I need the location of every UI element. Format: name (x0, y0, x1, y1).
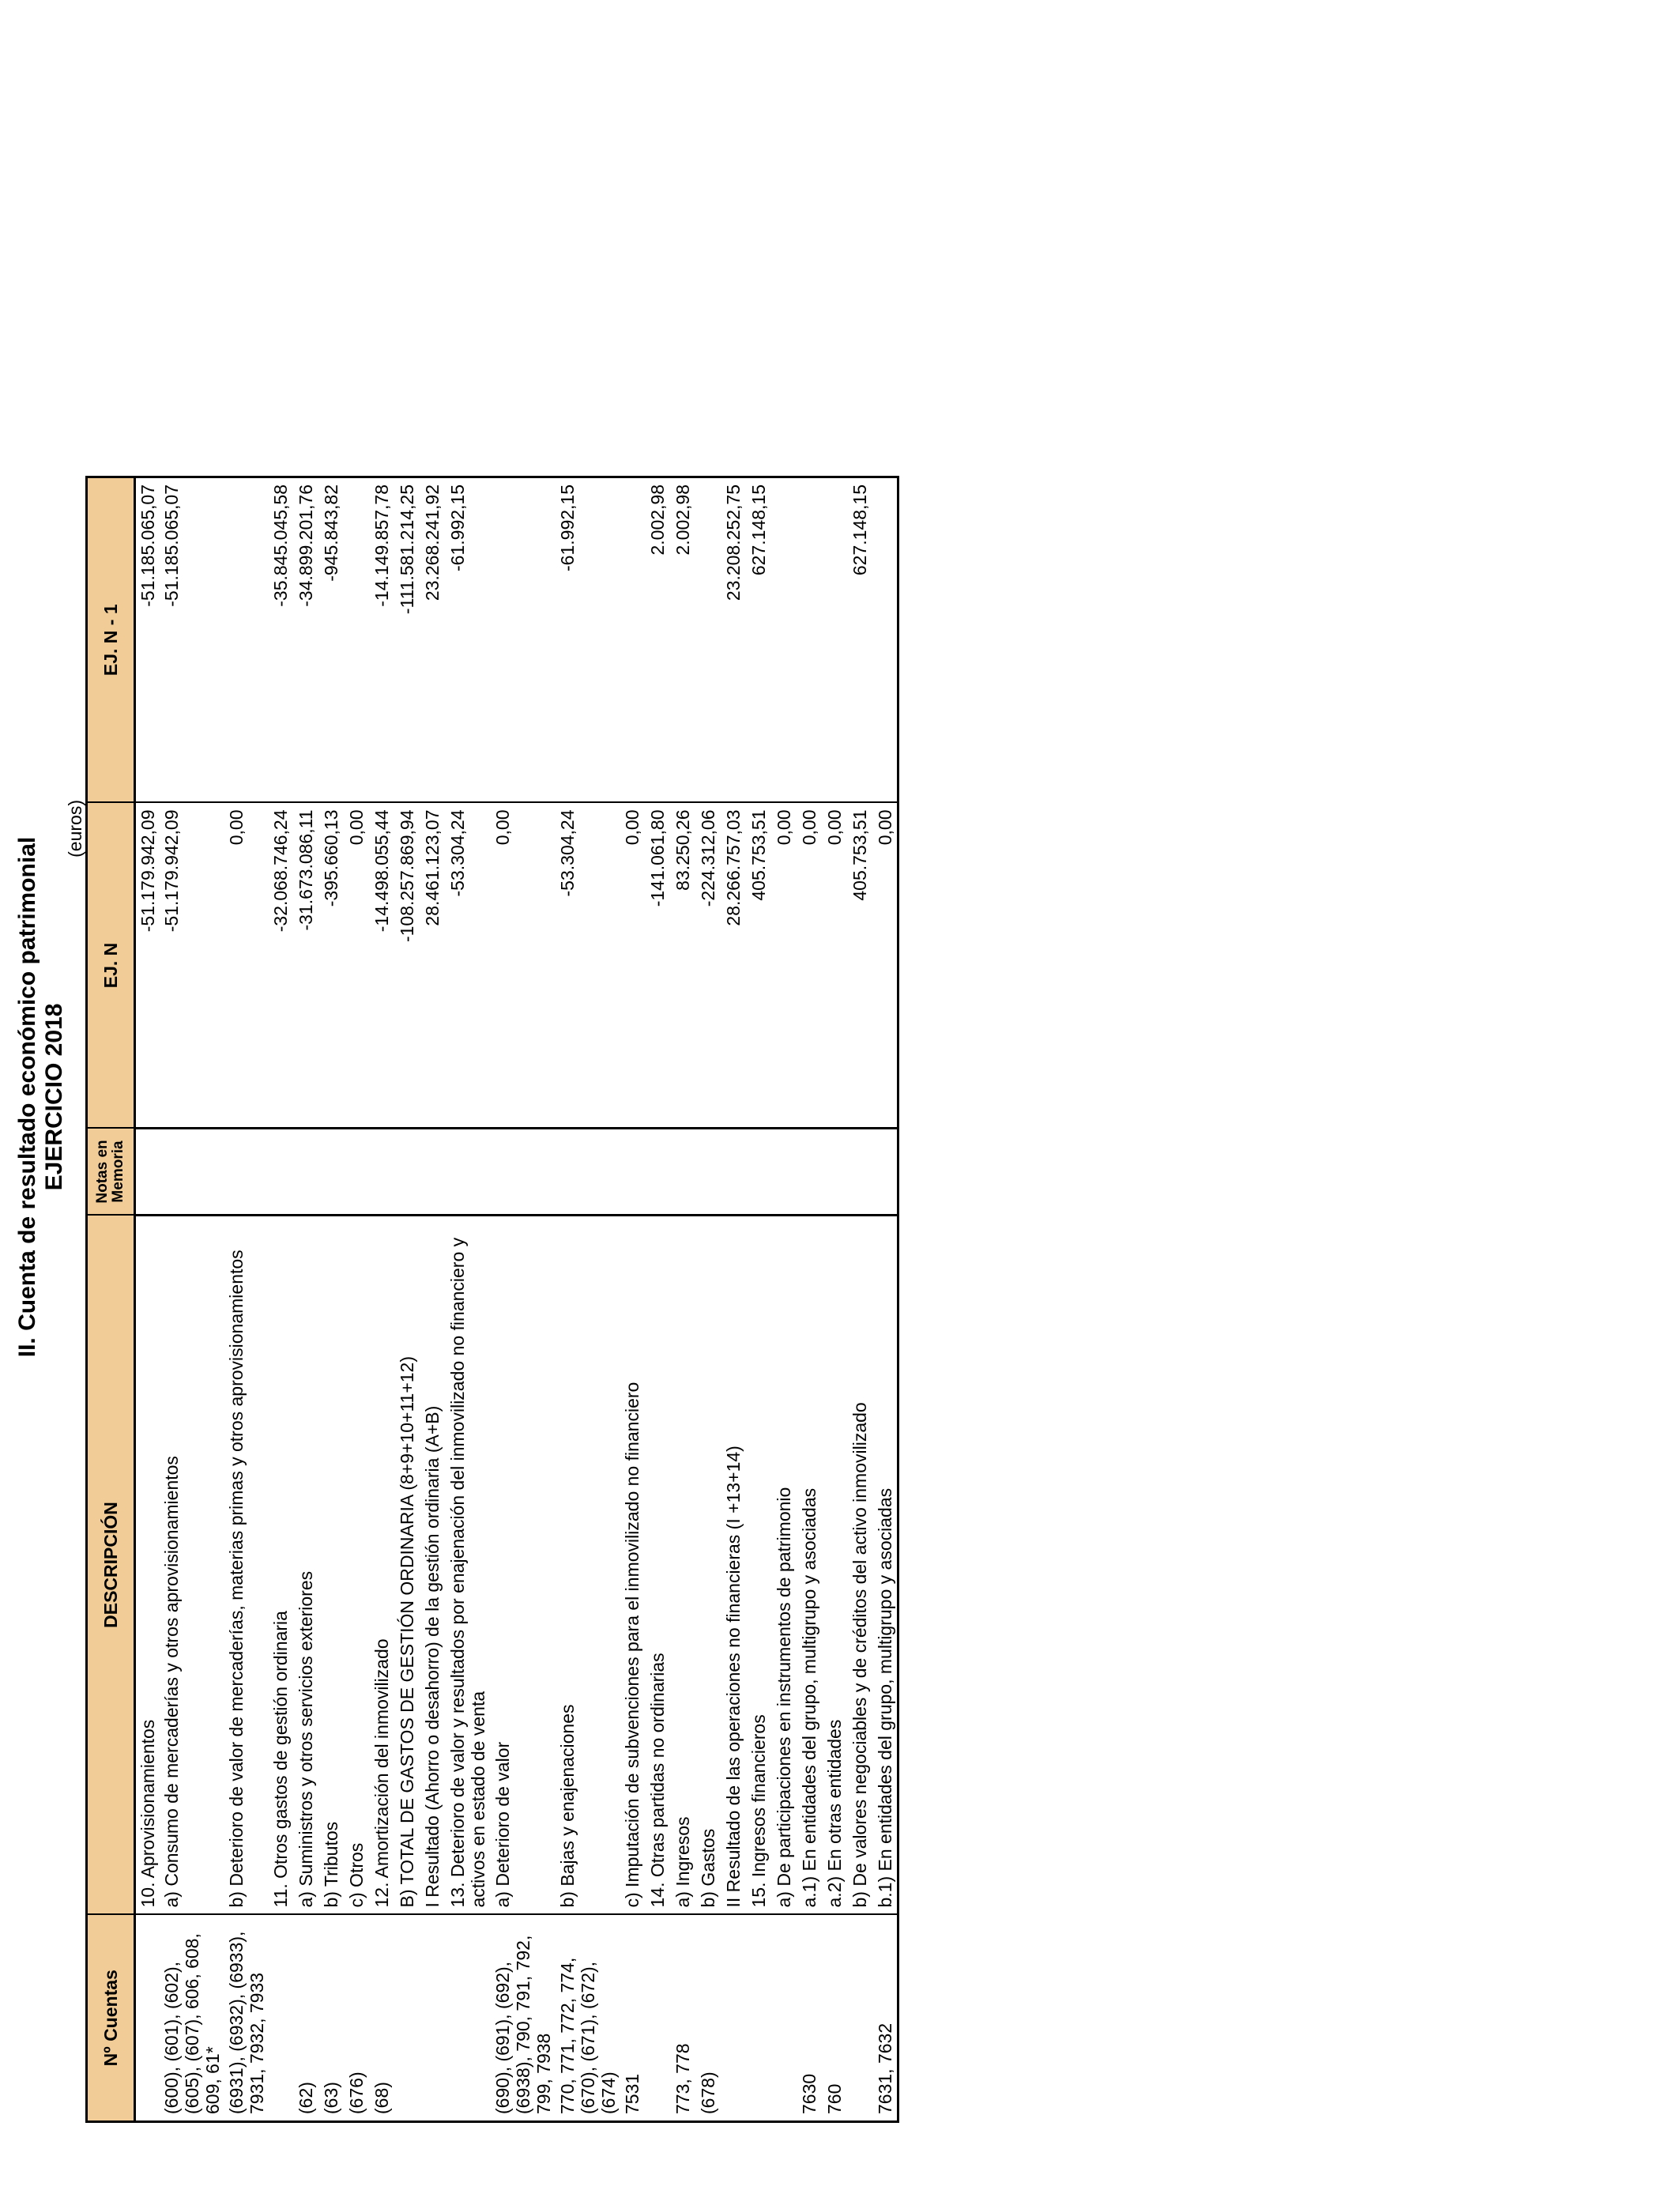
current-year-cell: 0,00 (873, 803, 898, 1129)
description-cell: b) De valores negociables y de créditos del activo inmovilizado (848, 1216, 873, 1915)
description-cell: a) Deterioro de valor (491, 1216, 556, 1915)
description-cell: 13. Deterioro de valor y resultados por enajenación del inmovilizado no financiero y activos en estado de venta (446, 1216, 491, 1915)
table-row (620, 477, 646, 2122)
table-row (772, 477, 797, 2122)
notes-cell (135, 1129, 160, 1216)
notes-cell (446, 1129, 491, 1216)
description-cell: 15. Ingresos financieros (747, 1216, 772, 1915)
accounts-cell (848, 1915, 873, 2122)
previous-year-cell (491, 477, 556, 803)
table-row (848, 477, 873, 2122)
description-cell: a) Ingresos (671, 1216, 696, 1915)
description-cell: I Resultado (Ahorro o desahorro) de la gestión ordinaria (A+B) (420, 1216, 446, 1915)
current-year-cell: -108.257.869,94 (395, 803, 420, 1129)
table-row (721, 477, 747, 2122)
previous-year-cell: -111.581.214,25 (395, 477, 420, 803)
header-previous-year: EJ. N - 1 (87, 477, 135, 803)
previous-year-cell: 627.148,15 (747, 477, 772, 803)
table-row (294, 477, 319, 2122)
current-year-cell: 0,00 (345, 803, 370, 1129)
description-cell: a) Consumo de mercaderías y otros aprovisionamientos (160, 1216, 224, 1915)
table-row (269, 477, 294, 2122)
previous-year-cell (772, 477, 797, 803)
notes-cell (671, 1129, 696, 1216)
accounts-cell (269, 1915, 294, 2122)
table-row (319, 477, 345, 2122)
previous-year-cell (345, 477, 370, 803)
table-row (420, 477, 446, 2122)
current-year-cell: 0,00 (620, 803, 646, 1129)
description-cell: b) Tributos (319, 1216, 345, 1915)
current-year-cell: -141.061,80 (646, 803, 671, 1129)
income-statement-table (85, 476, 899, 2123)
description-cell: c) Imputación de subvenciones para el inmovilizado no financiero (620, 1216, 646, 1915)
notes-cell (370, 1129, 395, 1216)
header-description: DESCRIPCIÓN (87, 1216, 135, 1915)
table-row (345, 477, 370, 2122)
notes-cell (646, 1129, 671, 1216)
current-year-cell: 0,00 (491, 803, 556, 1129)
current-year-cell: 0,00 (772, 803, 797, 1129)
current-year-cell: -51.179.942,09 (135, 803, 160, 1129)
description-cell: 14. Otras partidas no ordinarias (646, 1216, 671, 1915)
notes-cell (747, 1129, 772, 1216)
description-cell: B) TOTAL DE GASTOS DE GESTIÓN ORDINARIA (8+9+10+11+12) (395, 1216, 420, 1915)
accounts-cell (772, 1915, 797, 2122)
table-row (873, 477, 898, 2122)
accounts-cell: (68) (370, 1915, 395, 2122)
current-year-cell: 0,00 (224, 803, 269, 1129)
table-row (224, 477, 269, 2122)
table-row (823, 477, 848, 2122)
previous-year-cell: -51.185.065,07 (135, 477, 160, 803)
notes-cell (160, 1129, 224, 1216)
current-year-cell: -53.304,24 (446, 803, 491, 1129)
notes-cell (420, 1129, 446, 1216)
table-row (370, 477, 395, 2122)
table-row (747, 477, 772, 2122)
notes-cell (491, 1129, 556, 1216)
table-header-row (87, 477, 135, 2122)
accounts-cell (747, 1915, 772, 2122)
notes-cell (797, 1129, 823, 1216)
current-year-cell: -53.304,24 (556, 803, 620, 1129)
accounts-cell: 7631, 7632 (873, 1915, 898, 2122)
accounts-cell: (690), (691), (692), (6938), 790, 791, 792, 799, 7938 (491, 1915, 556, 2122)
previous-year-cell: -34.899.201,76 (294, 477, 319, 803)
accounts-cell (420, 1915, 446, 2122)
description-cell: b.1) En entidades del grupo, multigrupo y asociadas (873, 1216, 898, 1915)
accounts-cell: (600), (601), (602), (605), (607), 606, 608, 609, 61* (160, 1915, 224, 2122)
current-year-cell: 405.753,51 (747, 803, 772, 1129)
notes-cell (772, 1129, 797, 1216)
previous-year-cell: 2.002,98 (646, 477, 671, 803)
previous-year-cell: 2.002,98 (671, 477, 696, 803)
notes-cell (556, 1129, 620, 1216)
previous-year-cell: -61.992,15 (446, 477, 491, 803)
accounts-cell: (678) (696, 1915, 721, 2122)
report-title: II. Cuenta de resultado económico patrimonial (14, 836, 40, 1358)
description-cell: 11. Otros gastos de gestión ordinaria (269, 1216, 294, 1915)
accounts-cell: (62) (294, 1915, 319, 2122)
table-row (491, 477, 556, 2122)
current-year-cell: 28.266.757,03 (721, 803, 747, 1129)
current-year-cell: 83.250,26 (671, 803, 696, 1129)
description-cell: II Resultado de las operaciones no financieras (I +13+14) (721, 1216, 747, 1915)
header-notes: Notas en Memoria (87, 1129, 135, 1216)
accounts-cell (135, 1915, 160, 2122)
notes-cell (696, 1129, 721, 1216)
description-cell: c) Otros (345, 1216, 370, 1915)
units-label: (euros) (65, 800, 85, 858)
previous-year-cell: -14.149.857,78 (370, 477, 395, 803)
accounts-cell (446, 1915, 491, 2122)
previous-year-cell: 23.208.252,75 (721, 477, 747, 803)
accounts-cell: 7531 (620, 1915, 646, 2122)
notes-cell (721, 1129, 747, 1216)
accounts-cell: 770, 771, 772, 774, (670), (671), (672), (674) (556, 1915, 620, 2122)
current-year-cell: 0,00 (823, 803, 848, 1129)
description-cell: b) Gastos (696, 1216, 721, 1915)
previous-year-cell (873, 477, 898, 803)
previous-year-cell (823, 477, 848, 803)
notes-cell (823, 1129, 848, 1216)
current-year-cell: -14.498.055,44 (370, 803, 395, 1129)
description-cell: a) De participaciones en instrumentos de patrimonio (772, 1216, 797, 1915)
accounts-cell (646, 1915, 671, 2122)
previous-year-cell: 627.148,15 (848, 477, 873, 803)
previous-year-cell (620, 477, 646, 803)
table-row (797, 477, 823, 2122)
notes-cell (395, 1129, 420, 1216)
previous-year-cell: -51.185.065,07 (160, 477, 224, 803)
current-year-cell: -395.660,13 (319, 803, 345, 1129)
table-body (135, 477, 898, 2122)
description-cell: a.2) En otras entidades (823, 1216, 848, 1915)
description-cell: b) Deterioro de valor de mercaderías, materias primas y otros aprovisionamientos (224, 1216, 269, 1915)
notes-cell (345, 1129, 370, 1216)
table-row (160, 477, 224, 2122)
accounts-cell: (63) (319, 1915, 345, 2122)
description-cell: b) Bajas y enajenaciones (556, 1216, 620, 1915)
report-subtitle: EJERCICIO 2018 (41, 1003, 67, 1191)
accounts-cell: 7630 (797, 1915, 823, 2122)
accounts-cell (721, 1915, 747, 2122)
accounts-cell: (676) (345, 1915, 370, 2122)
description-cell: 10. Aprovisionamientos (135, 1216, 160, 1915)
notes-cell (873, 1129, 898, 1216)
description-cell: a) Suministros y otros servicios exteriores (294, 1216, 319, 1915)
current-year-cell: 0,00 (797, 803, 823, 1129)
table-row (696, 477, 721, 2122)
header-current-year: EJ. N (87, 803, 135, 1129)
table-row (556, 477, 620, 2122)
previous-year-cell (797, 477, 823, 803)
table-row (671, 477, 696, 2122)
table-row (135, 477, 160, 2122)
accounts-cell: (6931), (6932), (6933), 7931, 7932, 7933 (224, 1915, 269, 2122)
current-year-cell: 405.753,51 (848, 803, 873, 1129)
notes-cell (294, 1129, 319, 1216)
description-cell: a.1) En entidades del grupo, multigrupo y asociadas (797, 1216, 823, 1915)
accounts-cell: 760 (823, 1915, 848, 2122)
previous-year-cell: -945.843,82 (319, 477, 345, 803)
current-year-cell: -51.179.942,09 (160, 803, 224, 1129)
previous-year-cell: -61.992,15 (556, 477, 620, 803)
previous-year-cell: -35.845.045,58 (269, 477, 294, 803)
current-year-cell: -32.068.746,24 (269, 803, 294, 1129)
current-year-cell: -31.673.086,11 (294, 803, 319, 1129)
accounts-cell: 773, 778 (671, 1915, 696, 2122)
previous-year-cell: 23.268.241,92 (420, 477, 446, 803)
header-accounts: Nº Cuentas (87, 1915, 135, 2122)
description-cell: 12. Amortización del inmovilizado (370, 1216, 395, 1915)
current-year-cell: 28.461.123,07 (420, 803, 446, 1129)
previous-year-cell (224, 477, 269, 803)
notes-cell (319, 1129, 345, 1216)
accounts-cell (395, 1915, 420, 2122)
table-row (446, 477, 491, 2122)
notes-cell (269, 1129, 294, 1216)
previous-year-cell (696, 477, 721, 803)
table-row (395, 477, 420, 2122)
table-row (646, 477, 671, 2122)
current-year-cell: -224.312,06 (696, 803, 721, 1129)
notes-cell (224, 1129, 269, 1216)
notes-cell (620, 1129, 646, 1216)
notes-cell (848, 1129, 873, 1216)
